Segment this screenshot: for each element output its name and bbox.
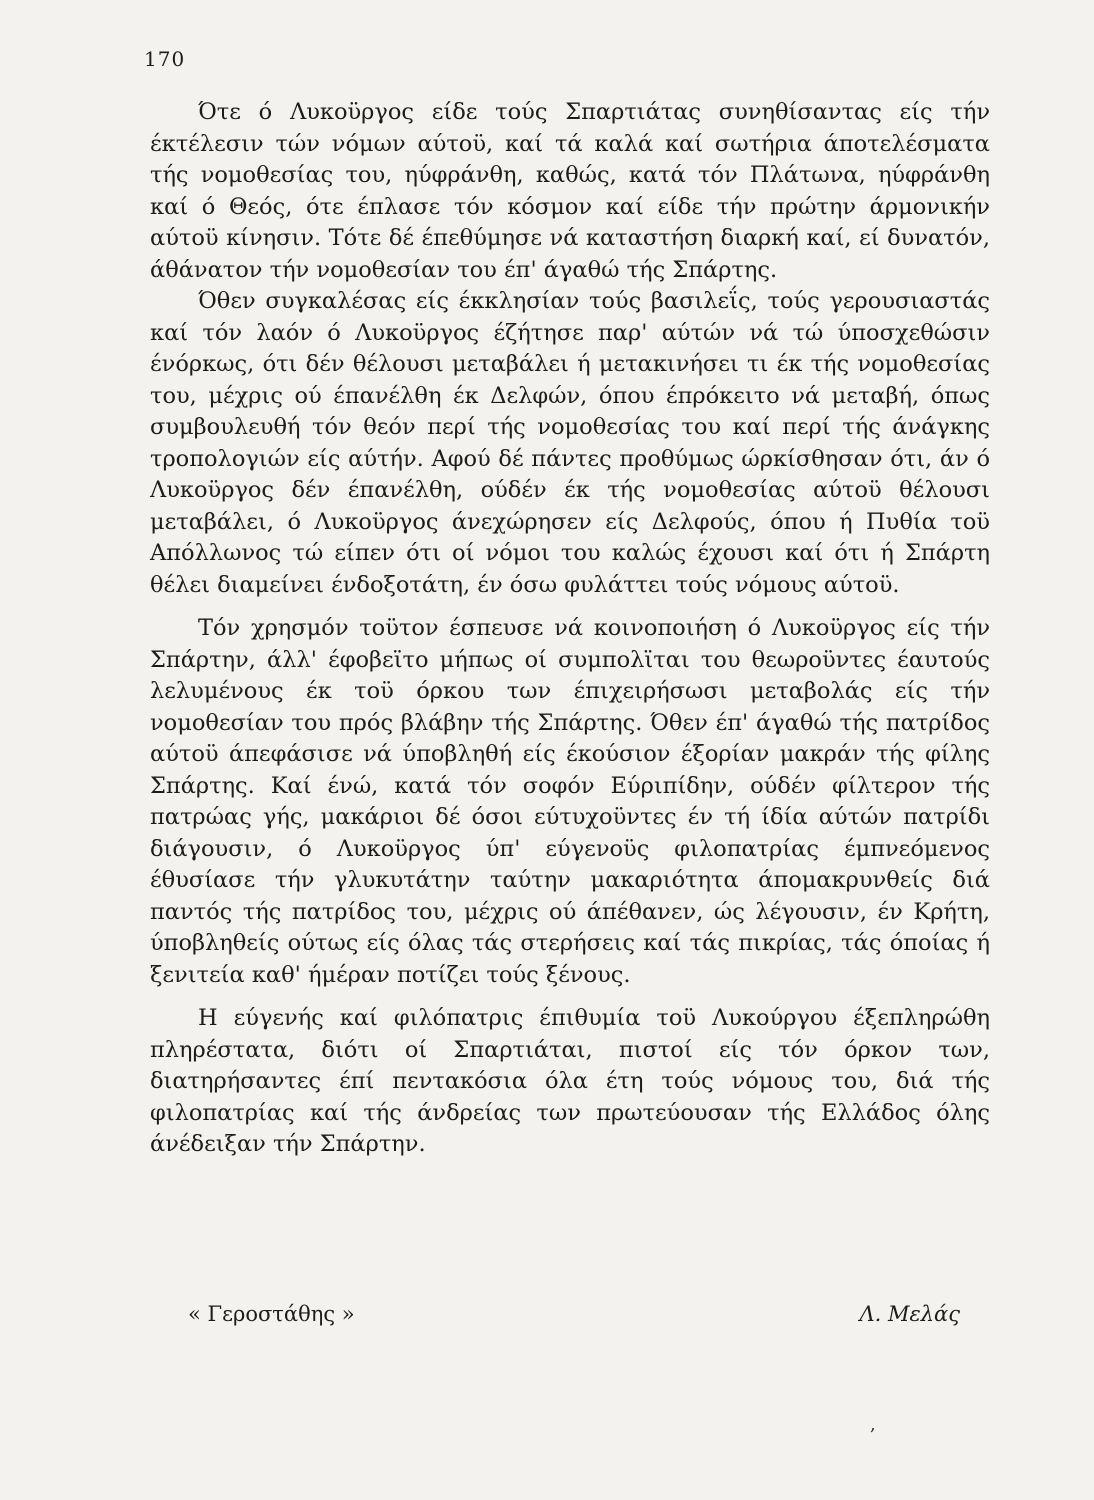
paragraph-1: Ότε ό Λυκοϋργος είδε τούς Σπαρτιάτας συνηθίσαντας είς τήν έκτέλεσιν τών νόμων αύτοϋ, καί τά καλά καί σωτήρια άποτελέσματα τής νομοθεσίας του, ηύφράνθη, καθώς, κατά τόν Πλάτωνα, ηύφράνθη καί ό Θεός, ότε έπλασε τόν κόσμον καί είδε τήν πρώτην άρμονικήν αύτοϋ κίνησιν. Τότε δέ έπεθύμησε νά καταστήση διαρκή καί, εί δυνατόν, άθάνατον τήν νομοθεσίαν του έπ' άγαθώ τής Σπάρτης.	[150, 99, 990, 283]
body-text	[150, 97, 990, 1161]
page-number: 170	[144, 47, 186, 71]
paragraph-2: Όθεν συγκαλέσας είς έκκλησίαν τούς βασιλεΐς, τούς γερουσιαστάς καί τόν λαόν ό Λυκοϋργος έζήτησε παρ' αύτών νά τώ ύποσχεθώσιν ένόρκως, ότι δέν θέλουσι μεταβάλει ή μετακινήσει τι έκ τής νομοθεσίας του, μέχρις ού έπανέλθη έκ Δελφών, όπου έπρόκειτο νά μεταβή, όπως συμβουλευθή τόν θεόν περί τής νομοθεσίας του καί περί τής άνάγκης τροπολογιών είς αύτήν. Αφού δέ πάντες προθύμως ώρκίσθησαν ότι, άν ό Λυκοϋργος δέν έπανέλθη, ούδέν έκ τής νομοθεσίας αύτοϋ θέλουσι μεταβάλει, ό Λυκοϋργος άνεχώρησεν είς Δελφούς, όπου ή Πυθία τοϋ Απόλλωνος τώ είπεν ότι οί νόμοι του καλώς έχουσι καί ότι ή Σπάρτη θέλει διαμείνει ένδοξοτάτη, έν όσω φυλάττει τούς νόμους αύτοϋ.	[150, 288, 990, 598]
author-name: Λ. Μελάς	[859, 1302, 960, 1326]
paragraph-4: Η εύγενής καί φιλόπατρις έπιθυμία τοϋ Λυκούργου έξεπληρώθη πληρέστατα, διότι οί Σπαρτιάται, πιστοί είς τόν όρκον των, διατηρήσαντες έπί πεντακόσια όλα έτη τούς νόμους του, διά τής φιλοπατρίας καί τής άνδρείας των πρωτεύουσαν τής Ελλάδος όλης άνέδειξαν τήν Σπάρτην.	[150, 1005, 990, 1157]
paragraph-3: Τόν χρησμόν τοϋτον έσπευσε νά κοινοποιήση ό Λυκοϋργος είς τήν Σπάρτην, άλλ' έφοβεϊτο μήπως οί συμπολϊται του θεωροϋντες έαυτούς λελυμένους έκ τοϋ όρκου των έπιχειρήσωσι μεταβολάς είς τήν νομοθεσίαν του πρός βλάβην τής Σπάρτης. Όθεν έπ' άγαθώ τής πατρίδος αύτοϋ άπεφάσισε νά ύποβληθή είς έκούσιον έξορίαν μακράν τής φίλης Σπάρτης. Καί ένώ, κατά τόν σοφόν Εύριπίδην, ούδέν φίλτερον τής πατρώας γής, μακάριοι δέ όσοι εύτυχοϋντες έν τή ίδία αύτών πατρίδι διάγουσιν, ό Λυκοϋργος ύπ' εύγενοϋς φιλοπατρίας έμπνεόμενος έθυσίασε τήν γλυκυτάτην ταύτην μακαριότητα άπομακρυνθείς διά παντός τής πατρίδος του, μέχρις ού άπέθανεν, ώς λέγουσιν, έν Κρήτη, ύποβληθείς ούτως είς όλας τάς στερήσεις καί τάς πικρίας, τάς όποίας ή ξενιτεία καθ' ήμέραν ποτίζει τούς ξένους.	[150, 615, 990, 988]
source-citation: « Γεροστάθης »	[188, 1302, 355, 1326]
stray-mark: ,	[870, 1414, 876, 1435]
